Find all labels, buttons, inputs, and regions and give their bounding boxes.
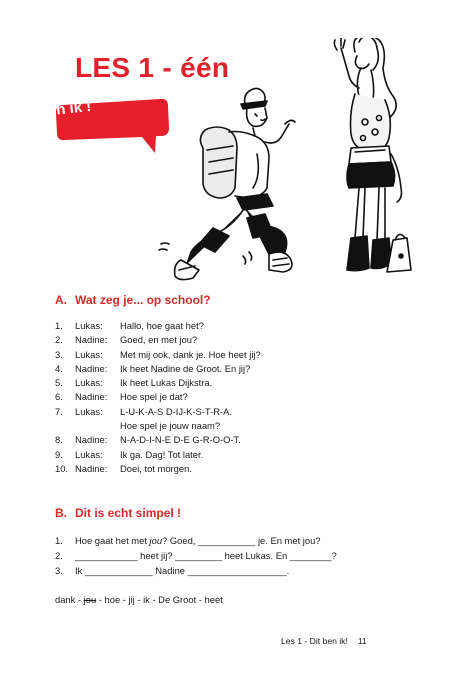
speaker: Lukas: xyxy=(75,448,103,460)
line-text: Hoe spel je dat? xyxy=(120,391,188,403)
line-number: 5. xyxy=(55,377,63,389)
line-text: Doei, tot morgen. xyxy=(120,462,192,474)
word-bank: dank - jou - hoe - jij - ik - De Groot - heet xyxy=(55,594,223,605)
speaker: Nadine: xyxy=(75,334,108,346)
speaker: Nadine: xyxy=(75,462,108,474)
page-footer xyxy=(281,636,367,646)
line-number: 3. xyxy=(55,348,63,360)
line-number: 4. xyxy=(55,362,63,374)
line-text: L-U-K-A-S D-IJ-K-S-T-R-A. xyxy=(120,405,232,417)
speaker: Nadine: xyxy=(75,362,108,374)
section-a-heading xyxy=(55,293,211,307)
speaker: Nadine: xyxy=(75,434,108,446)
section-b-heading xyxy=(55,506,181,520)
speaker: Lukas: xyxy=(75,320,103,331)
exercise-text: Ik _____________ Nadine ___________________. xyxy=(75,565,290,576)
exercise-text: ____________ heet jij? _________ heet Lukas. En ________? xyxy=(75,550,337,561)
line-number: 6. xyxy=(55,391,63,403)
line-number: 8. xyxy=(55,434,63,446)
line-number: 1. xyxy=(55,320,63,331)
line-number: 2. xyxy=(55,550,63,561)
line-number: 3. xyxy=(55,565,63,576)
line-text: Ik heet Nadine de Groot. En jij? xyxy=(120,362,251,374)
line-text: Goed, en met jou? xyxy=(120,334,198,346)
struck-word: jou xyxy=(83,594,97,605)
girl-figure xyxy=(334,38,411,272)
speaker: Nadine: xyxy=(75,391,108,403)
footer-text: Les 1 - Dit ben ik! xyxy=(281,636,348,646)
line-text: Hoe spel je jouw naam? xyxy=(120,420,221,432)
page-number: 11 xyxy=(357,636,367,646)
line-text: Ik ga. Dag! Tot later. xyxy=(120,448,204,460)
speaker: Lukas: xyxy=(75,377,103,389)
line-number: 10. xyxy=(55,462,69,474)
line-number: 9. xyxy=(55,448,63,460)
lesson-title: LES 1 - één xyxy=(75,52,230,83)
line-text: Ik heet Lukas Dijkstra. xyxy=(120,377,213,389)
exercise-text: Hoe gaat het met jou? Goed, ___________ je. En met jou? xyxy=(75,535,321,546)
line-text: Met mij ook, dank je. Hoe heet jij? xyxy=(120,348,261,360)
line-number: 2. xyxy=(55,334,63,346)
line-text: Hallo, hoe gaat het? xyxy=(120,320,204,331)
line-text: N-A-D-I-N-E D-E G-R-O-O-T. xyxy=(120,434,241,446)
line-number: 7. xyxy=(55,405,63,417)
section-b-letter: B. xyxy=(55,506,67,520)
section-b-title: Dit is echt simpel ! xyxy=(75,506,182,520)
boy-figure xyxy=(159,88,295,279)
speaker: Lukas: xyxy=(75,348,103,360)
section-a-letter: A. xyxy=(55,293,67,307)
students-illustration xyxy=(145,38,415,288)
speaker: Lukas: xyxy=(75,405,103,417)
section-a-title: Wat zeg je... op school? xyxy=(75,293,211,307)
line-number: 1. xyxy=(55,535,63,546)
speech-bubble-text: Dit ben ik ! xyxy=(14,97,93,123)
